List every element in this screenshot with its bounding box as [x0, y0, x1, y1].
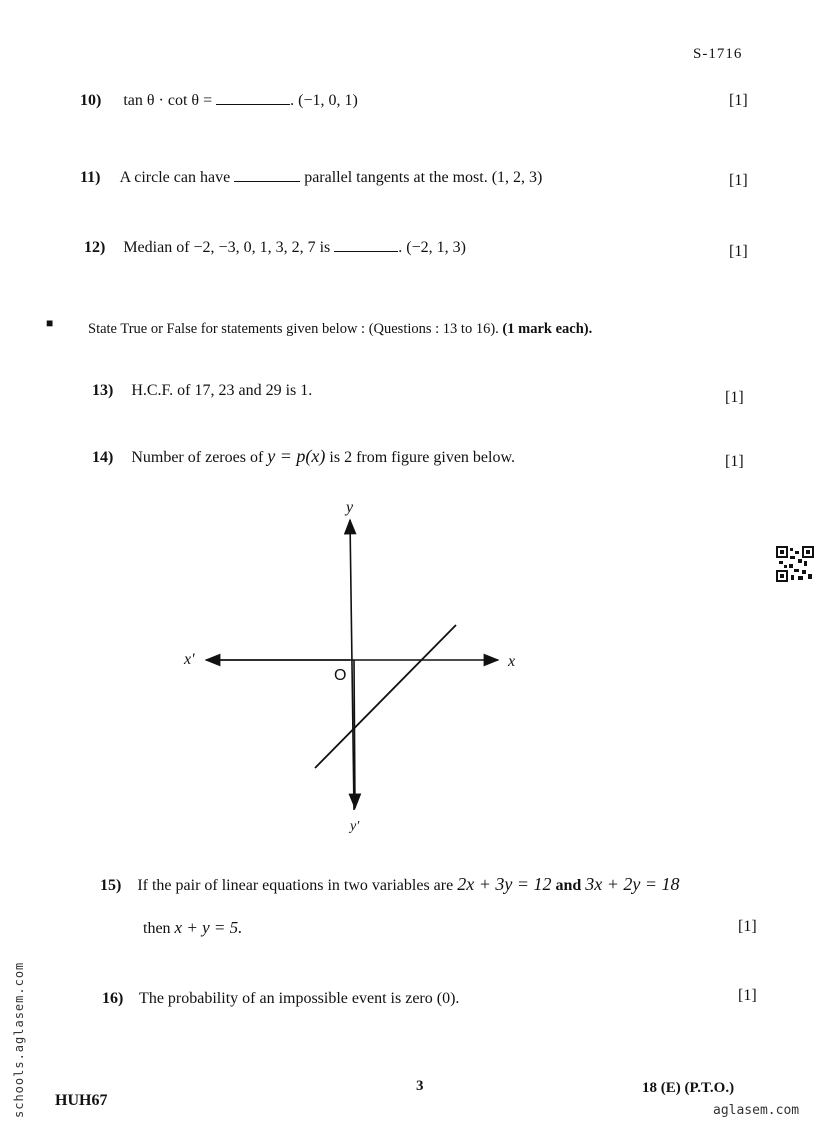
side-watermark: schools.aglasem.com	[12, 961, 26, 1118]
section-text: State True or False for statements given below : (Questions : 13 to 16).	[88, 321, 503, 337]
question-number: 12)	[84, 239, 106, 256]
y-prime-label: y′	[350, 819, 360, 834]
question-text-tail: is 2 from figure given below.	[325, 449, 515, 466]
question-15-line2	[143, 918, 242, 938]
question-text: tan θ · cot θ =	[123, 92, 217, 109]
question-number: 11)	[80, 169, 101, 186]
marks-q16: [1]	[738, 987, 757, 1004]
question-number: 16)	[102, 990, 124, 1007]
origin-label: O	[334, 667, 347, 684]
section-marks-note: (1 mark each).	[502, 321, 593, 337]
question-text: The probability of an impossible event is zero (0).	[139, 990, 460, 1007]
marks-q15: [1]	[738, 918, 757, 935]
answer-blank	[334, 250, 398, 252]
question-13	[92, 382, 312, 400]
question-16	[102, 990, 459, 1008]
marks-q10: [1]	[729, 92, 748, 109]
question-text: If the pair of linear equations in two variables are	[137, 877, 458, 894]
marks-q12: [1]	[729, 243, 748, 260]
marks-q11: [1]	[729, 172, 748, 189]
footer-pto: 18 (E) (P.T.O.)	[642, 1080, 735, 1096]
question-11	[80, 169, 542, 187]
x-axis-label: x	[508, 653, 516, 670]
question-15	[100, 874, 680, 895]
section-bullet: ■	[46, 316, 54, 330]
y-axis-down	[354, 660, 355, 808]
question-text: H.C.F. of 17, 23 and 29 is 1.	[131, 382, 313, 399]
question-10	[80, 92, 358, 110]
page-number: 3	[416, 1078, 424, 1094]
question-number: 10)	[80, 92, 102, 109]
question-options: . (−1, 0, 1)	[290, 92, 358, 109]
question-14	[92, 446, 515, 467]
x-prime-label: x′	[184, 651, 195, 668]
bottom-watermark: aglasem.com	[713, 1103, 800, 1118]
question-number: 15)	[100, 877, 122, 894]
qr-code	[776, 546, 814, 582]
equation-2: 3x + 2y = 18	[585, 874, 680, 894]
section-instruction	[88, 321, 592, 338]
function-expression: y = p(x)	[267, 446, 326, 466]
question-text: Median of −2, −3, 0, 1, 3, 2, 7 is	[123, 239, 335, 256]
question-text: A circle can have	[119, 169, 235, 186]
answer-blank	[234, 180, 300, 182]
equation-1: 2x + 3y = 12	[457, 874, 552, 894]
question-number: 13)	[92, 382, 114, 399]
marks-q13: [1]	[725, 389, 744, 406]
question-text: then	[143, 920, 175, 937]
y-axis-label: y	[346, 499, 354, 516]
paper-code: S-1716	[693, 46, 743, 62]
sum-expression: x + y = 5.	[174, 918, 243, 937]
answer-blank	[216, 103, 290, 105]
function-line	[315, 625, 456, 768]
question-12	[84, 239, 466, 257]
zeroes-graph	[170, 490, 530, 840]
conjunction-and: and	[551, 877, 586, 894]
question-options: parallel tangents at the most. (1, 2, 3)	[300, 169, 543, 186]
question-number: 14)	[92, 449, 114, 466]
marks-q14: [1]	[725, 453, 744, 470]
question-text: Number of zeroes of	[131, 449, 268, 466]
question-options: . (−2, 1, 3)	[398, 239, 466, 256]
footer-code: HUH67	[55, 1092, 108, 1109]
